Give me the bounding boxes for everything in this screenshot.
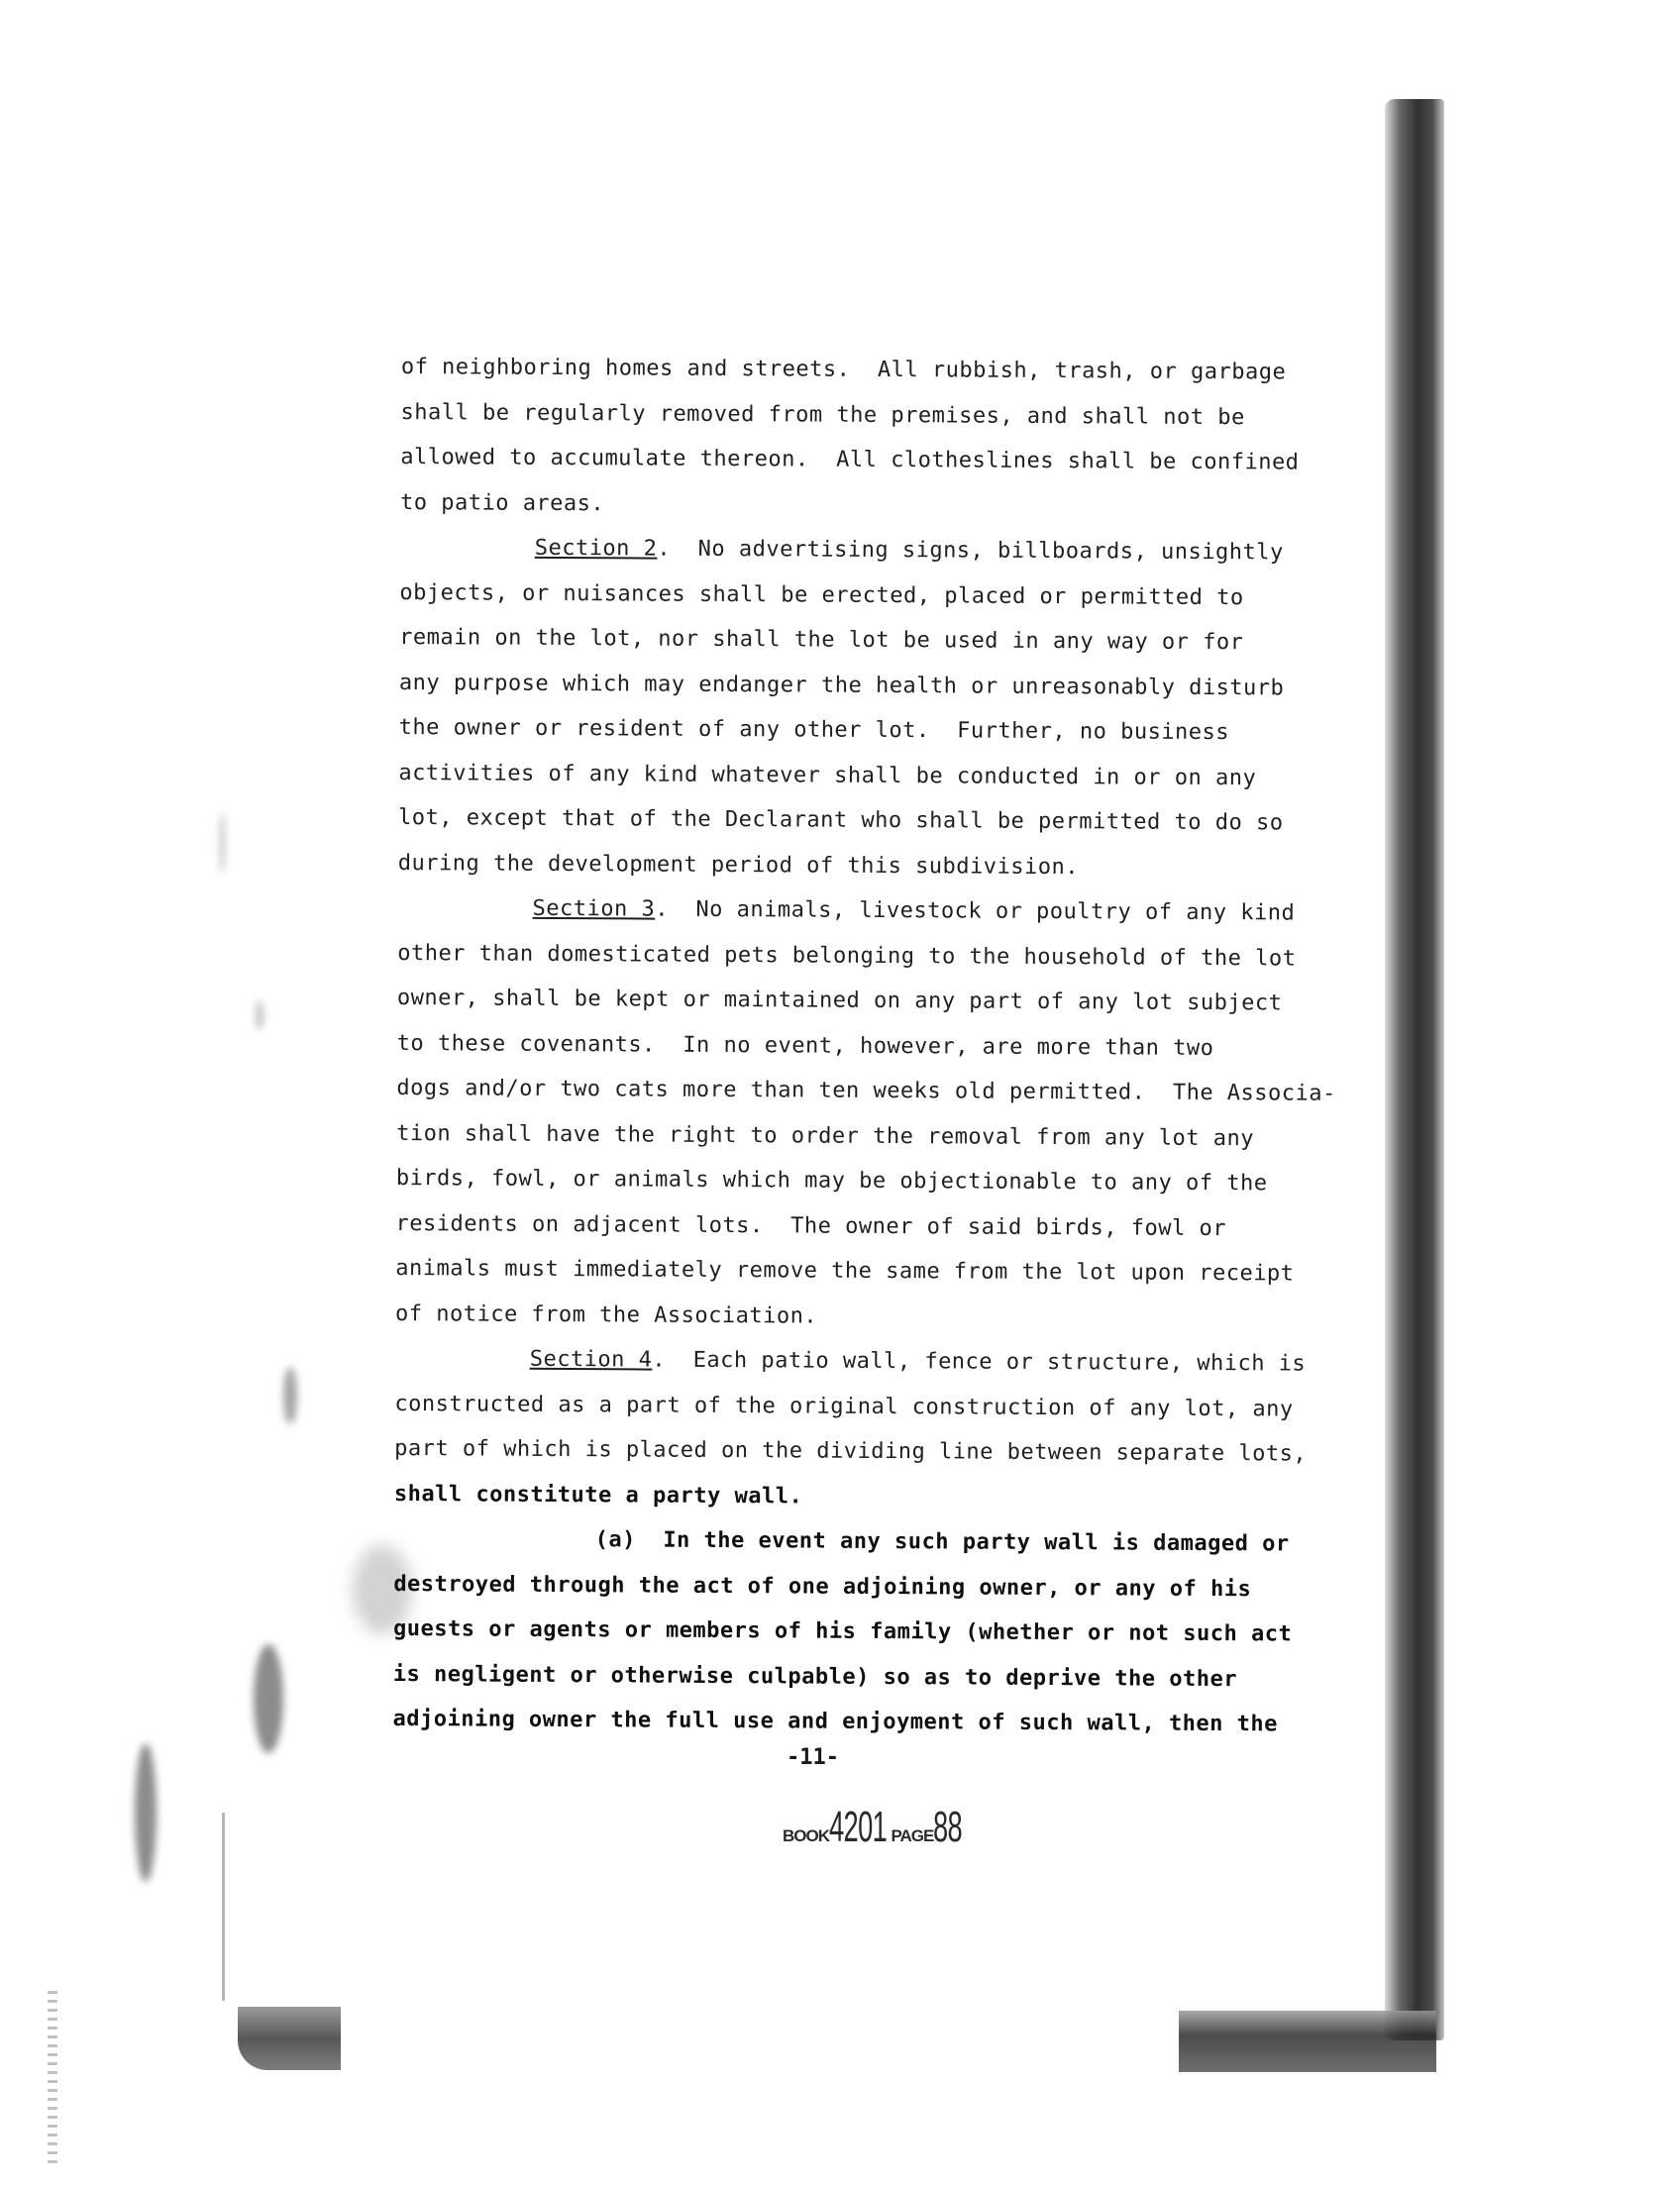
text-line: part of which is placed on the dividing line between separate lots, xyxy=(394,1435,1308,1467)
text-line: the owner or resident of any other lot. Further, no business xyxy=(398,714,1230,746)
text-line: activities of any kind whatever shall be conducted in or on any xyxy=(398,760,1257,790)
text-line: animals must immediately remove the same from the lot upon receipt xyxy=(395,1255,1295,1287)
text-line: allowed to accumulate thereon. All clotheslines shall be confined xyxy=(400,444,1300,475)
text-line: of neighboring homes and streets. All rubbish, trash, or garbage xyxy=(400,354,1287,385)
text-line: is negligent or otherwise culpable) so as to deprive the other xyxy=(392,1661,1238,1692)
text-line: shall constitute a party wall. xyxy=(393,1481,803,1509)
text-line: other than domesticated pets belonging to the household of the lot xyxy=(397,940,1297,972)
text-line: birds, fowl, or animals which may be objectionable to any of the xyxy=(395,1165,1268,1197)
text-line: owner, shall be kept or maintained on any part of any lot subject xyxy=(396,985,1283,1016)
section-4-first-line xyxy=(395,1336,1312,1387)
book-page-stamp xyxy=(783,1803,963,1852)
text-line: shall be regularly removed from the premises, and shall not be xyxy=(400,399,1245,430)
scanner-edge-bottom-right xyxy=(1179,2011,1436,2072)
text-line: tion shall have the right to order the removal from any lot any xyxy=(396,1120,1255,1151)
stamp-book-number: 4201 xyxy=(829,1803,888,1851)
scanner-edge-bottom-left xyxy=(238,2007,341,2070)
scan-artifact-dots xyxy=(48,1991,57,2169)
section-3-heading: Section 3 xyxy=(532,895,656,922)
section-4-heading: Section 4 xyxy=(529,1346,653,1373)
scan-smudge xyxy=(135,1743,157,1882)
section-2-text: . No advertising signs, billboards, unsightly xyxy=(657,536,1284,566)
document-body xyxy=(392,345,1336,1747)
text-line: constructed as a part of the original construction of any lot, any xyxy=(394,1391,1294,1422)
text-line: objects, or nuisances shall be erected, placed or permitted to xyxy=(399,579,1244,610)
text-line: adjoining owner the full use and enjoyment of such wall, then the xyxy=(392,1706,1279,1737)
section-3-text: . No animals, livestock or poultry of any kind xyxy=(655,896,1296,926)
scan-smudge xyxy=(220,812,225,874)
section-3-first-line xyxy=(397,885,1313,936)
text-line: remain on the lot, nor shall the lot be used in any way or for xyxy=(399,624,1244,656)
scan-smudge xyxy=(254,1644,283,1753)
text-line: of notice from the Association. xyxy=(394,1301,818,1329)
text-line: lot, except that of the Declarant who shall be permitted to do so xyxy=(398,804,1284,836)
scan-smudge xyxy=(283,1367,297,1424)
subsection-a-first-line: (a) In the event any such party wall is damaged or xyxy=(594,1527,1290,1557)
text-line: to these covenants. In no event, however, are more than two xyxy=(396,1030,1214,1061)
stamp-book-label: BOOK xyxy=(783,1826,829,1845)
section-2-heading: Section 2 xyxy=(534,535,658,562)
stamp-page-label: PAGE xyxy=(891,1826,934,1845)
text-line: any purpose which may endanger the health or unreasonably disturb xyxy=(398,670,1285,700)
scan-artifact-line xyxy=(222,1813,225,2001)
text-line: to patio areas. xyxy=(399,489,605,516)
section-2-first-line xyxy=(400,525,1316,575)
stamp-page-number: 88 xyxy=(933,1803,963,1851)
text-line: residents on adjacent lots. The owner of said birds, fowl or xyxy=(395,1210,1227,1241)
page-number: -11- xyxy=(787,1745,839,1770)
text-line: during the development period of this subdivision. xyxy=(397,850,1080,880)
section-4-text: . Each patio wall, fence or structure, which is xyxy=(652,1347,1307,1377)
text-line: destroyed through the act of one adjoining owner, or any of his xyxy=(393,1571,1252,1602)
scan-smudge xyxy=(256,1000,263,1030)
text-line: dogs and/or two cats more than ten weeks old permitted. The Associa- xyxy=(396,1075,1336,1106)
text-line: guests or agents or members of his family (whether or not such act xyxy=(393,1615,1293,1647)
scanner-edge-right xyxy=(1385,99,1444,2040)
